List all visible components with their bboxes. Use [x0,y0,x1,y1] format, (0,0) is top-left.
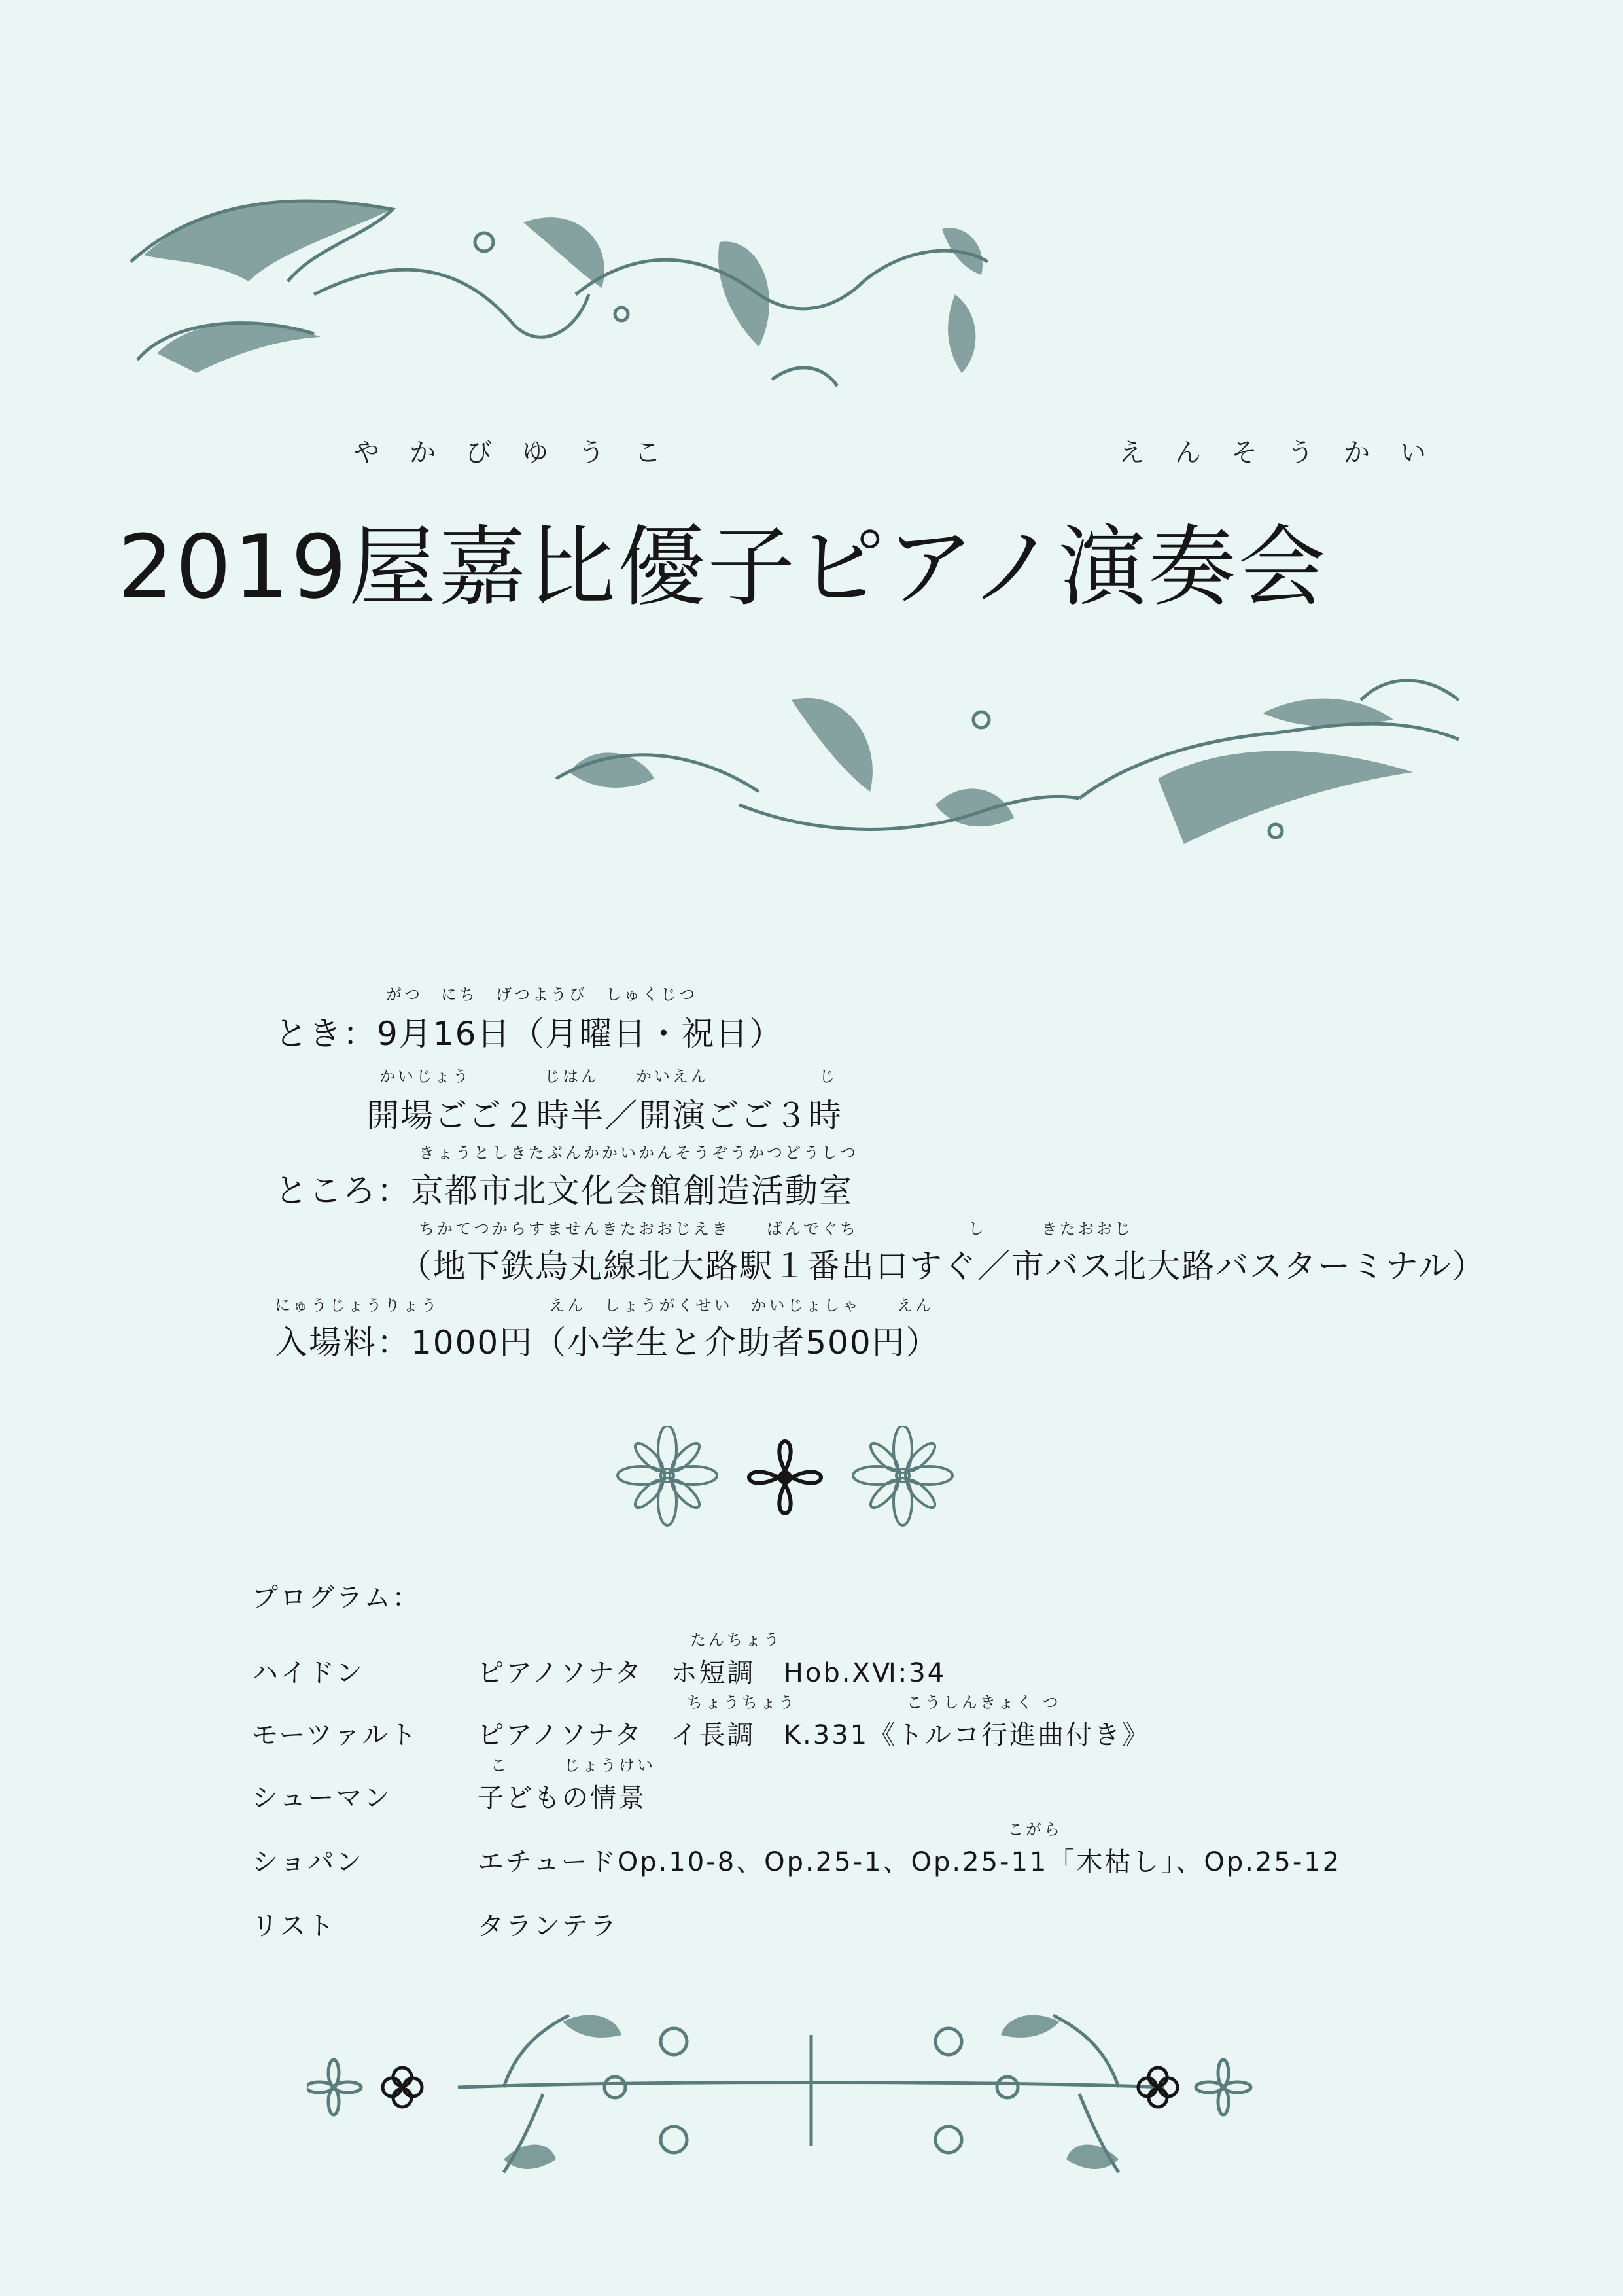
time-row [366,1089,843,1137]
access-ruby: ちかてつからすませんきたおおじえき ばんでぐち し きたおおじ [419,1220,1133,1238]
composer-name: シューマン [252,1783,393,1813]
work-ruby: たんちょう [690,1631,782,1649]
title-ruby-name: やかびゆうこ [353,438,691,468]
title-ruby-concert: えんそうかい [1119,438,1456,468]
date-value: 9月16日（月曜日・祝日） [377,1015,784,1053]
center-flower-icon [749,1441,821,1513]
fee-ruby: にゅうじょうりょう えん しょうがくせい かいじょしゃ えん [275,1296,934,1315]
top-scroll-ornament [118,164,1066,399]
work-title: 子どもの情景 [478,1783,646,1813]
composer-name: ショパン [252,1847,364,1877]
composer-name: ハイドン [252,1658,364,1688]
place-ruby: きょうとしきたぶんかかいかんそうぞうかつどうしつ [419,1144,858,1162]
right-flower-icon [853,1426,952,1525]
concert-title: 2019屋嘉比優子ピアノ演奏会 [118,516,1328,618]
fee-label: 入場料： [275,1324,411,1362]
fee-row [275,1316,940,1364]
work-title: タランテラ [478,1911,618,1941]
place-label: ところ： [275,1172,411,1210]
left-flower-icon [618,1426,717,1525]
work-title: ピアノソナタ イ長調 K.331《トルコ行進曲付き》 [478,1720,1151,1750]
work-title: エチュードOp.10-8、Op.25-1、Op.25-11「木枯し」、Op.25-12 [478,1847,1342,1877]
fee-value: 1000円（小学生と介助者500円） [411,1324,940,1362]
work-title: ピアノソナタ ホ短調 Hob.ⅩⅥ:34 [478,1658,947,1688]
work-ruby: こがら [1007,1820,1062,1839]
bottom-floral-ornament [307,1996,1315,2192]
left-dark-flower-icon [383,2068,422,2107]
composer-name: モーツァルト [252,1720,419,1750]
date-ruby: がつ にち げつようび しゅくじつ [386,985,697,1004]
right-small-flower-icon [1196,2060,1251,2115]
work-ruby: ちょうちょう こうしんきょく つ [687,1693,1061,1712]
date-label: とき： [275,1015,377,1053]
place-row [275,1165,853,1212]
flower-divider [608,1426,962,1531]
left-small-flower-icon [307,2060,361,2115]
program-heading: プログラム： [252,1583,421,1613]
access-row [399,1240,1486,1287]
date-row [275,1008,783,1055]
access-value: （地下鉄烏丸線北大路駅１番出口すぐ／市バス北大路バスターミナル） [399,1247,1486,1285]
middle-scroll-ornament [543,661,1498,883]
work-ruby: こ じょうけい [491,1756,655,1775]
time-ruby: かいじょう じはん かいえん じ [379,1067,837,1086]
place-value: 京都市北文化会館創造活動室 [411,1172,853,1210]
time-value: 開場ごご２時半／開演ごご３時 [366,1097,843,1135]
composer-name: リスト [252,1911,336,1941]
